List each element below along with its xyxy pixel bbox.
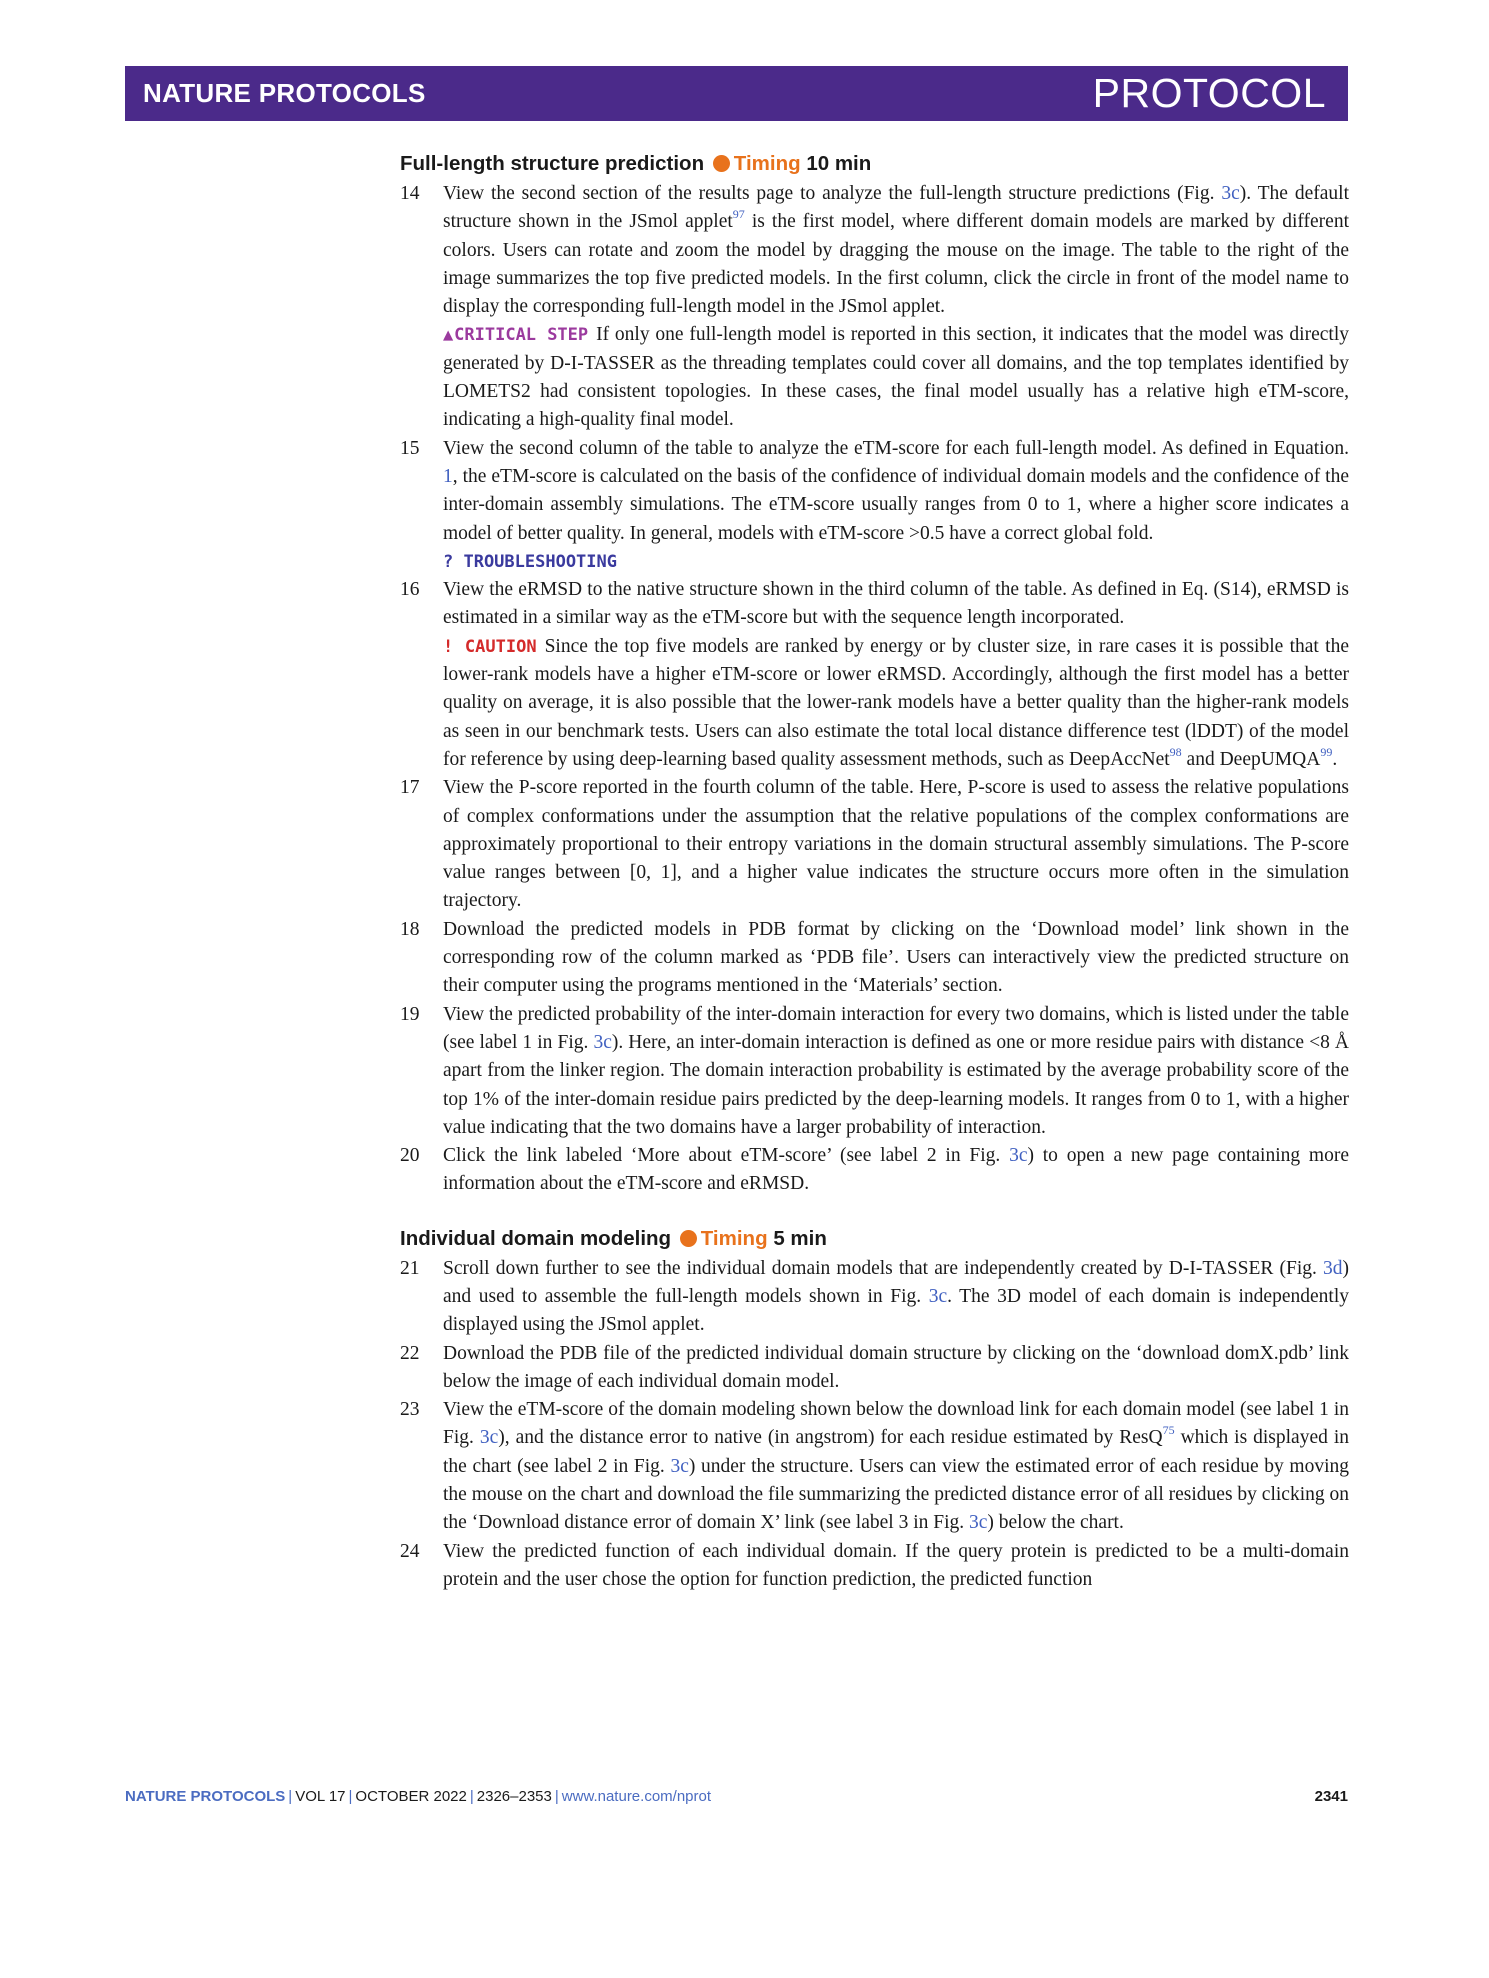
- step-text: Click the link labeled ‘More about eTM-score’ (see label 2 in Fig.: [443, 1145, 1010, 1167]
- timing-label: Timing: [700, 1226, 768, 1250]
- citation-link[interactable]: 98: [1169, 744, 1182, 759]
- note-text: Since the top five models are ranked by energy or by cluster size, in rare cases it is possible that the lower-rank models have a higher eTM-score or lower eRMSD. Accordingly, although the first model has a better quality on average, it is also possible that the lower-rank models have a better quality than the higher-rank models as seen in our benchmark tests. Users can also estimate the total local distance difference test (lDDT) of the model for reference by using deep-learning based quality assessment methods, such as DeepAccNet: [443, 635, 1349, 770]
- step-14: [400, 180, 1349, 321]
- step-23: [400, 1396, 1349, 1537]
- step-text: which is displayed in the chart (see label 2 in Fig.: [443, 1427, 1349, 1477]
- step-number: 23: [400, 1399, 420, 1421]
- footer-separator: |: [288, 1788, 293, 1805]
- main-content: [400, 148, 1349, 1594]
- equation-ref-link[interactable]: 1: [443, 465, 453, 487]
- step-text: ) below the chart.: [987, 1512, 1124, 1534]
- step-number: 16: [400, 579, 420, 601]
- footer-citation: [125, 1788, 711, 1805]
- critical-step-label: ▲CRITICAL STEP: [443, 325, 589, 346]
- section-heading-individual-domain: [400, 1223, 1349, 1255]
- step-text: ) to open a new page containing more information about the eTM-score and eRMSD.: [443, 1145, 1349, 1195]
- footer-separator: |: [554, 1788, 559, 1805]
- step-number: 17: [400, 777, 420, 799]
- timing-value: 10 min: [806, 152, 872, 175]
- step-text: ) under the structure. Users can view the estimated error of each residue by moving the mouse on the chart and download the file summarizing the predicted distance error of all residues by clicking on the ‘Download distance error of domain X’ link (see label 3 in Fig.: [443, 1455, 1349, 1534]
- step-18: [400, 916, 1349, 1001]
- footer-url-link[interactable]: www.nature.com/nprot: [561, 1788, 712, 1805]
- note-text: and DeepUMQA: [1181, 748, 1321, 770]
- step-number: 21: [400, 1257, 420, 1279]
- step-text: ), and the distance error to native (in angstrom) for each residue estimated by ResQ: [498, 1427, 1163, 1449]
- timing-dot-icon: [713, 155, 730, 172]
- step-text: ). The default structure shown in the JSmol applet: [443, 183, 1349, 233]
- step-21: [400, 1255, 1349, 1340]
- step-number: 15: [400, 437, 420, 459]
- step-24: [400, 1538, 1349, 1595]
- step-text: View the eTM-score of the domain modeling shown below the download link for each domain model (see label 1 in Fig.: [443, 1399, 1349, 1449]
- step-text: View the eRMSD to the native structure shown in the third column of the table. As defined in Eq. (S14), eRMSD is estimated in a similar way as the eTM-score but with the sequence length incorporated.: [443, 579, 1349, 629]
- timing-label: Timing: [733, 152, 801, 175]
- step-text: View the P-score reported in the fourth column of the table. Here, P-score is used to assess the relative populations of complex conformations under the assumption that the relative populations of the complex conformations are approximately proportional to their entropy variations in the domain structural assembly simulations. The P-score value ranges between [0, 1], and a higher value indicates the structure occurs more often in the simulation trajectory.: [443, 777, 1349, 912]
- step-text: Download the predicted models in PDB format by clicking on the ‘Download model’ link shown in the corresponding row of the column marked as ‘PDB file’. Users can interactively view the predicted structure on their computer using the programs mentioned in the ‘Materials’ section.: [443, 918, 1349, 997]
- step-text: . The 3D model of each domain is independently displayed using the JSmol applet.: [443, 1285, 1349, 1336]
- figure-ref-link[interactable]: 3c: [928, 1285, 948, 1307]
- footer-date: OCTOBER 2022: [355, 1788, 467, 1805]
- step-text: View the second section of the results page to analyze the full-length structure predictions (Fig.: [443, 183, 1222, 204]
- footer-volume: VOL 17: [295, 1788, 346, 1805]
- step-number: 22: [400, 1342, 420, 1364]
- caution-label: ! CAUTION: [443, 636, 537, 657]
- step-text: , the eTM-score is calculated on the basis of the confidence of individual domain models and the confidence of the inter-domain assembly simulations. The eTM-score usually ranges from 0 to 1, where a higher score indicates a model of better quality. In general, models with eTM-score >0.5 have a correct global fold.: [443, 465, 1349, 544]
- step-22: [400, 1340, 1349, 1397]
- step-number: 19: [400, 1003, 420, 1025]
- step-text: Download the PDB file of the predicted individual domain structure by clicking on the ‘download domX.pdb’ link below the image of each individual domain model.: [443, 1342, 1349, 1392]
- citation-link[interactable]: 99: [1320, 744, 1333, 759]
- step-19: [400, 1001, 1349, 1142]
- footer-journal: NATURE PROTOCOLS: [125, 1788, 286, 1805]
- step-number: 24: [400, 1540, 420, 1562]
- figure-ref-link[interactable]: 3c: [969, 1512, 988, 1534]
- journal-header-bar: [125, 66, 1348, 121]
- journal-name: NATURE PROTOCOLS: [143, 78, 426, 108]
- article-type: PROTOCOL: [1092, 70, 1326, 116]
- step-15: [400, 435, 1349, 548]
- footer-pages: 2326–2353: [476, 1788, 552, 1805]
- step-text: Scroll down further to see the individual domain models that are independently created by D-I-TASSER (Fig.: [443, 1257, 1323, 1279]
- critical-step-note: [400, 321, 1349, 434]
- figure-ref-link[interactable]: 3c: [1009, 1145, 1028, 1167]
- step-text: ) and used to assemble the full-length models shown in Fig.: [443, 1257, 1349, 1307]
- timing-value: 5 min: [773, 1226, 827, 1250]
- step-number: 20: [400, 1145, 420, 1167]
- step-text: View the second column of the table to analyze the eTM-score for each full-length model. As defined in Equation.: [443, 437, 1349, 459]
- section-title: Full-length structure prediction: [400, 152, 705, 175]
- troubleshooting-label: ? TROUBLESHOOTING: [443, 551, 617, 572]
- timing-dot-icon: [680, 1230, 697, 1247]
- step-16: [400, 576, 1349, 633]
- citation-link[interactable]: 97: [732, 207, 745, 222]
- step-17: [400, 774, 1349, 915]
- step-number: 14: [400, 183, 420, 204]
- section-heading-full-length: [400, 148, 1349, 180]
- step-text: ). Here, an inter-domain interaction is defined as one or more residue pairs with distance <8 Å apart from the linker region. The domain interaction probability is estimated by the average probability score of the top 1% of the inter-domain residue pairs predicted by the deep-learning models. It ranges from 0 to 1, with a higher value indicating that the two domains have a larger probability of interaction.: [443, 1031, 1350, 1138]
- citation-link[interactable]: 75: [1162, 1423, 1175, 1438]
- figure-ref-link[interactable]: 3c: [479, 1427, 499, 1449]
- page-footer: [125, 1788, 1348, 1805]
- figure-ref-link[interactable]: 3c: [593, 1031, 612, 1053]
- step-text: is the first model, where different domain models are marked by different colors. Users can rotate and zoom the model by dragging the mouse on the image. The table to the right of the image summarizes the top five predicted models. In the first column, click the circle in front of the model name to display the corresponding full-length model in the JSmol applet.: [443, 211, 1349, 318]
- step-text: View the predicted probability of the inter-domain interaction for every two domains, which is listed under the table (see label 1 in Fig.: [443, 1003, 1349, 1053]
- step-text: View the predicted function of each individual domain. If the query protein is predicted to be a multi-domain protein and the user chose the option for function prediction, the predicted function: [443, 1540, 1349, 1590]
- caution-note: [400, 633, 1349, 774]
- note-text: .: [1332, 748, 1338, 770]
- page-number: 2341: [1314, 1788, 1348, 1805]
- step-number: 18: [400, 918, 420, 940]
- footer-separator: |: [469, 1788, 474, 1805]
- footer-separator: |: [348, 1788, 353, 1805]
- troubleshooting-note: [400, 548, 1349, 576]
- note-text: If only one full-length model is reported in this section, it indicates that the model was directly generated by D-I-TASSER as the threading templates could cover all domains, and the top templates identified by LOMETS2 had consistent topologies. In these cases, the final model usually has a relative high eTM-score, indicating a high-quality final model.: [443, 324, 1349, 431]
- step-20: [400, 1142, 1349, 1199]
- section-title: Individual domain modeling: [400, 1226, 672, 1250]
- figure-ref-link[interactable]: 3d: [1323, 1257, 1343, 1279]
- figure-ref-link[interactable]: 3c: [1221, 183, 1240, 204]
- figure-ref-link[interactable]: 3c: [670, 1455, 689, 1477]
